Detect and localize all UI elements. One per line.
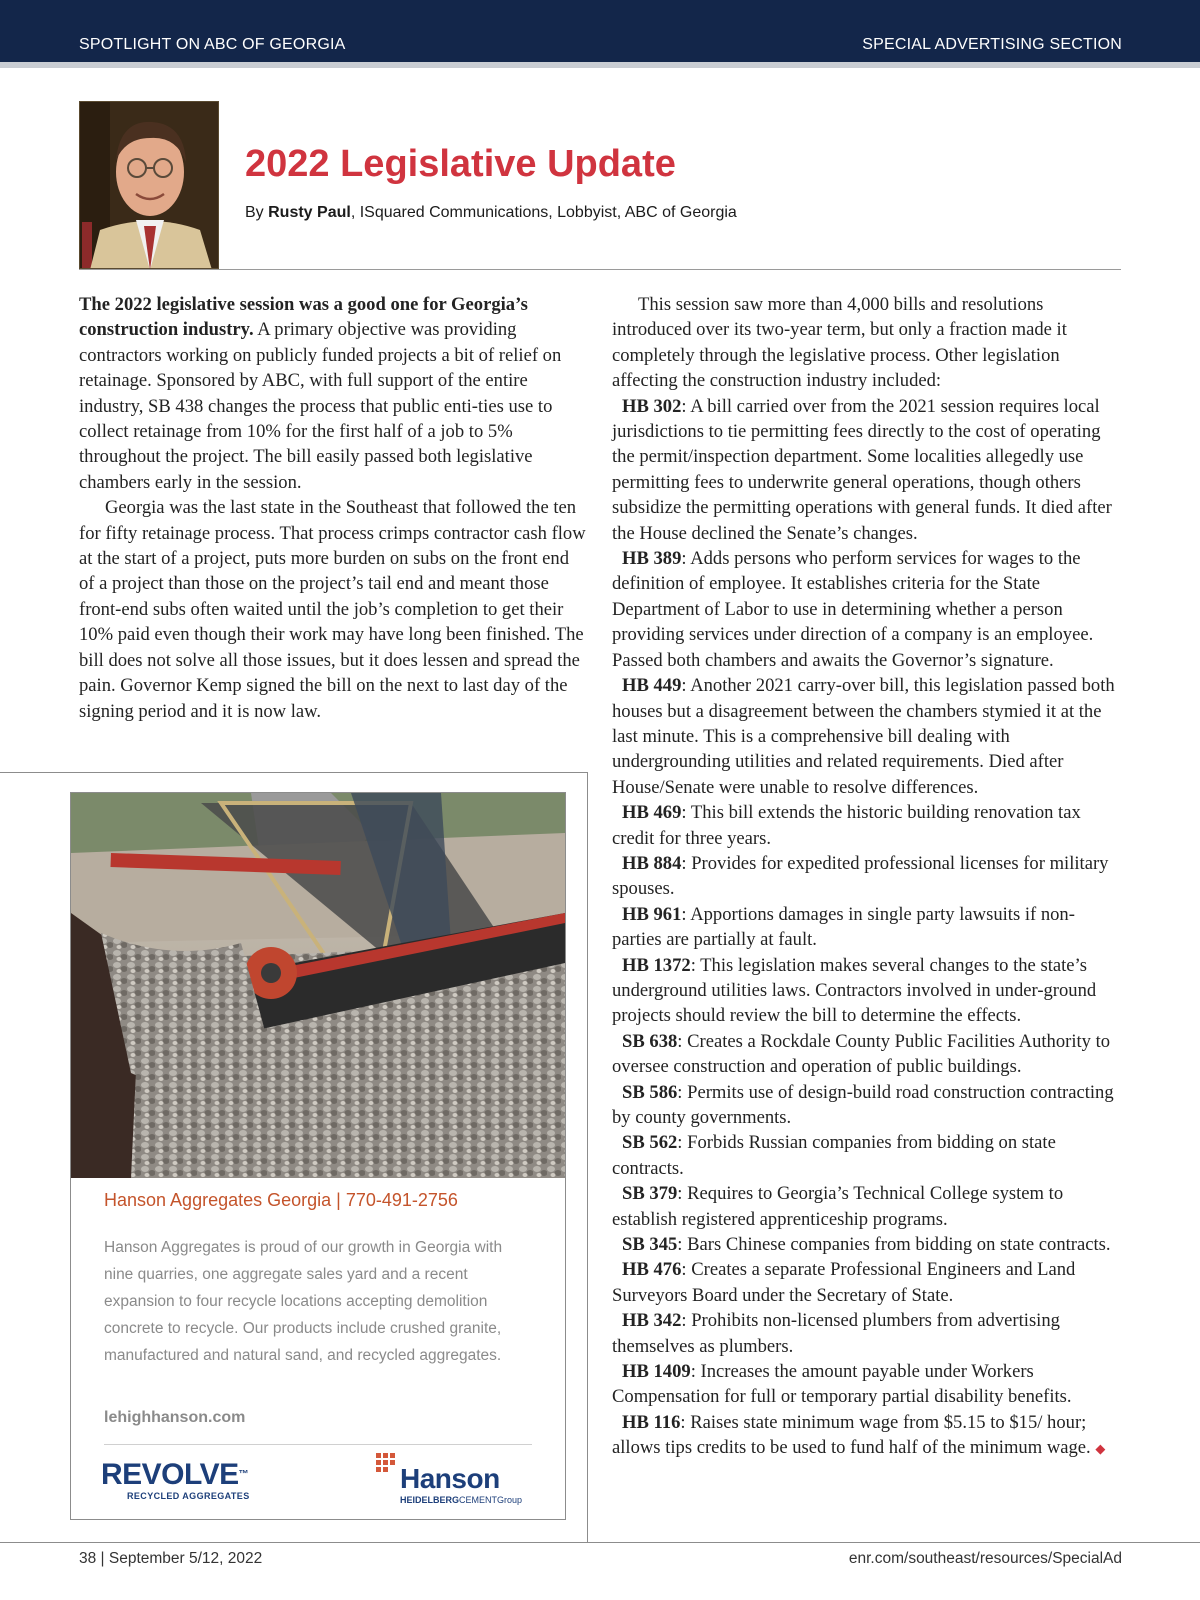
ad-conveyor-photo [71, 793, 565, 1178]
conveyor-gravel-illustration [71, 793, 565, 1178]
bill-text: : Apportions damages in single party lawsuits if non-parties are partially at fault. [612, 903, 1075, 951]
header-bar [0, 0, 1200, 62]
bill-id: HB 449 [622, 675, 682, 697]
bill-item [612, 1080, 1124, 1131]
header-stripe [0, 62, 1200, 68]
bill-item [612, 546, 1124, 673]
bill-text: : Creates a separate Professional Engineers and Land Surveyors Board under the Secretary of State. [612, 1259, 1076, 1306]
bill-id: HB 389 [622, 548, 682, 570]
bill-item [612, 851, 1124, 902]
bills-intro-paragraph: This session saw more than 4,000 bills and resolutions introduced over its two-year term, but only a fraction made it completely through the legislative process. Other legislation affecting the construction industry included: [612, 294, 1067, 392]
hanson-logo [376, 1449, 536, 1509]
bill-item [612, 953, 1124, 1029]
bill-text: : This bill extends the historic building renovation tax credit for three years. [612, 802, 1081, 849]
bill-text: : Creates a Rockdale County Public Facilities Authority to oversee construction and operation of public buildings. [612, 1030, 1111, 1078]
ad-frame-top-line [0, 772, 588, 773]
bill-id: HB 1372 [622, 954, 691, 976]
bill-item [612, 800, 1124, 851]
revolve-trademark: ™ [238, 1469, 249, 1480]
title-divider [79, 269, 1121, 270]
article-lead-paragraph [79, 292, 586, 495]
lead-rest: A primary objective was providing contractors working on publicly funded projects a bit of relief on retainage. Sponsored by ABC, with full support of the entire industry, SB 438 changes the process that public enti-ties use to collect retainage from 10% for the first half of a job to 5% throughout the project. The bill easily passed both legislative chambers early in the session. [79, 319, 562, 493]
bill-text: : Another 2021 carry-over bill, this legislation passed both houses but a disagreement between the chambers stymied it at the last minute. This is a comprehensive bill dealing with undergrounding utilities and related requirements. Died after House/Senate were unable to resolve differences. [612, 675, 1115, 798]
byline-author-name: Rusty Paul [268, 204, 351, 221]
bill-id: SB 345 [622, 1234, 678, 1256]
header-section-label: SPOTLIGHT ON ABC OF GEORGIA [79, 36, 346, 53]
bill-text: : Prohibits non-licensed plumbers from advertising themselves as plumbers. [612, 1310, 1060, 1357]
bill-text: : Adds persons who perform services for wages to the definition of employee. It establishes criteria for the State Department of Labor to use in determining whether a person providing services under direction of a company is an employee. Passed both chambers and awaits the Governor’s signature. [612, 548, 1094, 671]
author-photo [79, 101, 219, 269]
hanson-wordmark: Hanson [400, 1463, 500, 1494]
ad-divider [104, 1444, 532, 1445]
bill-text: : Permits use of design-build road construction contracting by county governments. [612, 1081, 1114, 1128]
bill-id: HB 302 [622, 395, 682, 417]
bill-id: HB 116 [622, 1411, 681, 1433]
bill-id: SB 379 [622, 1183, 678, 1205]
revolve-logo [101, 1459, 251, 1509]
bill-id: SB 586 [622, 1081, 678, 1103]
hanson-advertisement [70, 792, 566, 1520]
bill-item [612, 1359, 1124, 1410]
footer-page-date: 38 | September 5/12, 2022 [79, 1550, 263, 1567]
article-paragraph-2: Georgia was the last state in the Southeast that followed the ten for fifty retainage process. That process crimps contractor cash flow at the start of a project, puts more burden on subs on the front end of a project than those on the project’s tail end and meant those front-end subs often waited until the job’s completion to get their 10% paid even though their work may have long been finished. The bill does not solve all those issues, but it does lessen and spread the pain. Governor Kemp signed the bill on the next to last day of the signing period and it is now law. [79, 497, 586, 722]
revolve-name: REVOLVE [101, 1458, 239, 1491]
bill-item [612, 1410, 1124, 1462]
end-mark-icon: ◆ [1095, 1441, 1106, 1457]
revolve-subtitle: RECYCLED AGGREGATES [127, 1491, 250, 1501]
article-title: 2022 Legislative Update [245, 143, 676, 185]
bill-item [612, 1308, 1124, 1359]
bill-item [612, 1232, 1124, 1257]
author-portrait-illustration [80, 102, 219, 269]
bill-text: : Provides for expedited professional licenses for military spouses. [612, 852, 1109, 900]
bill-id: HB 884 [622, 852, 682, 874]
ad-description: Hanson Aggregates is proud of our growth in Georgia with nine quarries, one aggregate sales yard and a recent expansion to four recycle locations accepting demolition concrete to recycle. Our products include crushed granite, manufactured and natural sand, and recycled aggregates. [104, 1239, 503, 1364]
cement-group: CEMENTGroup [459, 1495, 523, 1505]
ad-website-link[interactable]: lehighhanson.com [104, 1409, 246, 1426]
ad-company-phone: Hanson Aggregates Georgia | 770-491-2756 [104, 1190, 458, 1210]
hanson-grid-icon [376, 1453, 400, 1483]
bill-id: SB 638 [622, 1030, 678, 1052]
bill-item [612, 673, 1124, 800]
byline-affiliation: , ISquared Communications, Lobbyist, ABC of Georgia [350, 204, 737, 221]
article-byline [245, 204, 737, 222]
footer-url[interactable]: enr.com/southeast/resources/SpecialAd [848, 1550, 1122, 1567]
bill-item [612, 1029, 1124, 1080]
byline-prefix: By [245, 204, 264, 221]
bill-text: : Forbids Russian companies from bidding on state contracts. [612, 1132, 1056, 1179]
bill-item [612, 902, 1124, 953]
hanson-subtitle [400, 1495, 522, 1505]
bill-text: : Raises state minimum wage from $5.15 to $15/ hour; allows tips credits to be used to fund half of the minimum wage. [612, 1411, 1091, 1459]
article-left-column [79, 292, 586, 724]
ad-frame-right-line [587, 772, 588, 1542]
header-advertising-label: SPECIAL ADVERTISING SECTION [862, 36, 1122, 53]
footer-divider [0, 1542, 1200, 1543]
bill-id: HB 961 [622, 903, 682, 925]
bill-item [612, 1257, 1124, 1308]
article-right-column [612, 292, 1124, 1462]
bill-item [612, 1181, 1124, 1232]
bill-id: HB 469 [622, 802, 682, 824]
bill-id: HB 342 [622, 1310, 682, 1332]
lead-bold-sentence: The 2022 legislative session was a good one for Georgia’s construction industry. [79, 294, 528, 341]
bill-text: : A bill carried over from the 2021 session requires local jurisdictions to tie permitting fees directly to the cost of operating the permit/inspection department. Some localities allegedly use permitting fees to underwrite general operations, though others subsidize the permitting operations with general funds. It died after the House declined the Senate’s changes. [612, 395, 1112, 544]
revolve-wordmark [101, 1459, 251, 1491]
bill-item [612, 394, 1124, 546]
bill-item [612, 1130, 1124, 1181]
bill-text: : Bars Chinese companies from bidding on state contracts. [677, 1234, 1111, 1256]
heidelberg-bold: HEIDELBERG [400, 1495, 460, 1505]
bill-id: SB 562 [622, 1132, 678, 1154]
bill-text: : Requires to Georgia’s Technical College system to establish registered apprenticeship programs. [612, 1183, 1064, 1230]
bill-text: : This legislation makes several changes to the state’s underground utilities laws. Contractors involved in under-ground projects should review the bill to determine the effects. [612, 954, 1097, 1027]
bill-text: : Increases the amount payable under Workers Compensation for full or temporary partial disability benefits. [612, 1361, 1072, 1408]
bill-id: HB 476 [622, 1259, 682, 1281]
bill-id: HB 1409 [622, 1361, 691, 1383]
